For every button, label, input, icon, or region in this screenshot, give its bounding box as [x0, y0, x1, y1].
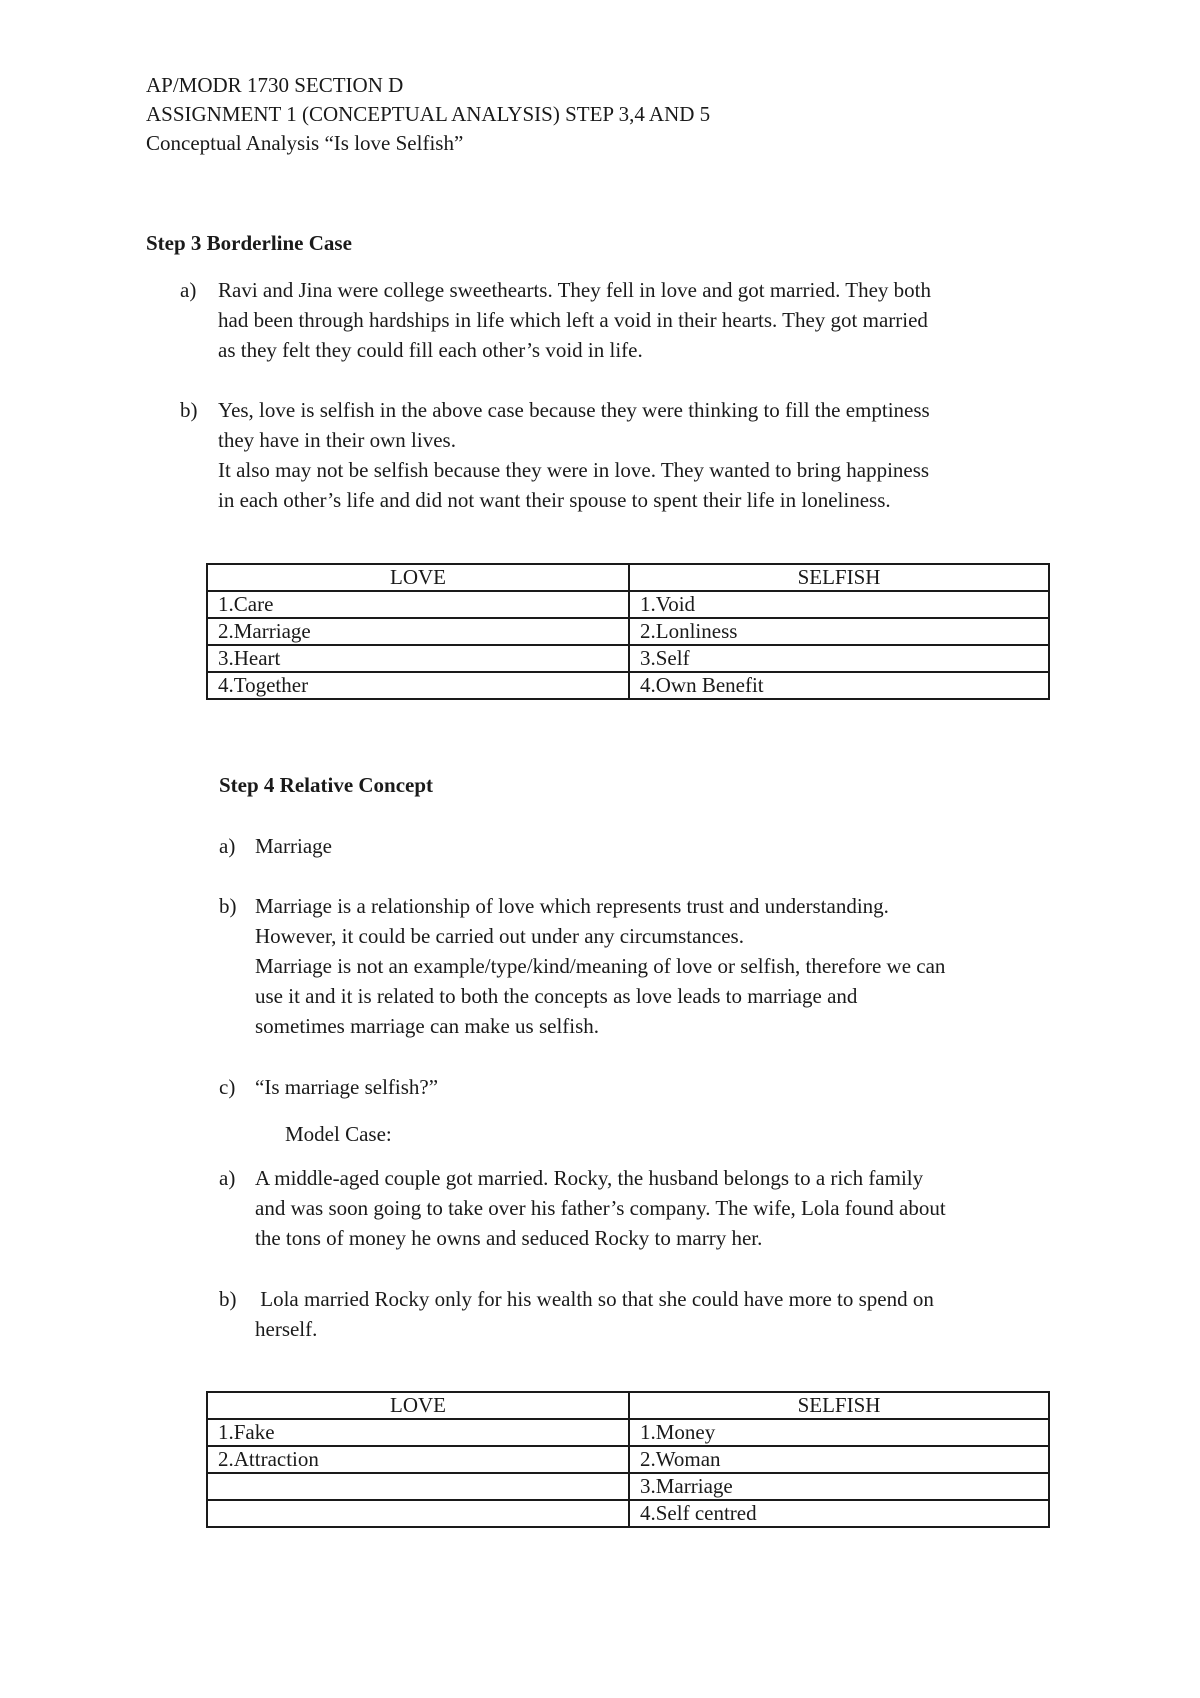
list-marker: b): [219, 1287, 237, 1311]
table-cell: 1.Care: [207, 591, 629, 618]
paragraph-line: they have in their own lives.: [218, 428, 456, 452]
paragraph-line: Ravi and Jina were college sweethearts. They fell in love and got married. They both: [218, 278, 931, 302]
paragraph-line: had been through hardships in life which left a void in their hearts. They got married: [218, 308, 928, 332]
paragraph-line: herself.: [255, 1317, 318, 1341]
table-cell: [207, 1500, 629, 1527]
table-row: [207, 591, 1049, 618]
topic-title: Conceptual Analysis “Is love Selfish”: [146, 131, 464, 155]
table-cell: 4.Own Benefit: [629, 672, 1049, 699]
paragraph-line: Marriage: [255, 834, 332, 858]
paragraph-line: Marriage is a relationship of love which represents trust and understanding.: [255, 894, 889, 918]
paragraph-line: A middle-aged couple got married. Rocky, the husband belongs to a rich family: [255, 1166, 924, 1190]
paragraph-line: It also may not be selfish because they were in love. They wanted to bring happiness: [218, 458, 930, 482]
table-row: [207, 1473, 1049, 1500]
table-row: [207, 1419, 1049, 1446]
model-case-label: Model Case:: [285, 1122, 392, 1146]
table-header-cell: LOVE: [207, 1392, 629, 1419]
paragraph-line: “Is marriage selfish?”: [255, 1075, 439, 1099]
table-cell: 3.Heart: [207, 645, 629, 672]
course-title: AP/MODR 1730 SECTION D: [146, 73, 404, 97]
table-header-row: [207, 564, 1049, 591]
paragraph-line: as they felt they could fill each other’s void in life.: [218, 338, 643, 362]
table-cell: 4.Together: [207, 672, 629, 699]
list-marker: c): [219, 1075, 236, 1099]
step3-heading: Step 3 Borderline Case: [146, 231, 352, 255]
table-row: [207, 1500, 1049, 1527]
table-row: [207, 618, 1049, 645]
list-marker: b): [180, 398, 198, 422]
table-cell: 4.Self centred: [629, 1500, 1049, 1527]
table-cell: 1.Money: [629, 1419, 1049, 1446]
table-header-row: [207, 1392, 1049, 1419]
table-row: [207, 645, 1049, 672]
table-cell: 3.Self: [629, 645, 1049, 672]
list-marker: b): [219, 894, 237, 918]
table-cell: 2.Attraction: [207, 1446, 629, 1473]
paragraph-line: the tons of money he owns and seduced Rocky to marry her.: [255, 1226, 763, 1250]
table-cell: 1.Void: [629, 591, 1049, 618]
table-cell: 2.Marriage: [207, 618, 629, 645]
assignment-title: ASSIGNMENT 1 (CONCEPTUAL ANALYSIS) STEP 3,4 AND 5: [146, 102, 711, 126]
paragraph-line: in each other’s life and did not want their spouse to spent their life in loneliness.: [218, 488, 891, 512]
paragraph-line: sometimes marriage can make us selfish.: [255, 1014, 600, 1038]
table-header-cell: LOVE: [207, 564, 629, 591]
table-row: [207, 1446, 1049, 1473]
paragraph-line: Marriage is not an example/type/kind/meaning of love or selfish, therefore we can: [255, 954, 946, 978]
step4-table: [206, 1391, 1050, 1528]
table-cell: 2.Lonliness: [629, 618, 1049, 645]
table-cell: 1.Fake: [207, 1419, 629, 1446]
table-header-cell: SELFISH: [629, 1392, 1049, 1419]
paragraph-line: Yes, love is selfish in the above case because they were thinking to fill the emptiness: [218, 398, 930, 422]
paragraph-line: Lola married Rocky only for his wealth so that she could have more to spend on: [255, 1287, 934, 1311]
table-header-cell: SELFISH: [629, 564, 1049, 591]
table-cell: 2.Woman: [629, 1446, 1049, 1473]
step4-heading: Step 4 Relative Concept: [219, 773, 434, 797]
paragraph-line: use it and it is related to both the concepts as love leads to marriage and: [255, 984, 858, 1008]
list-marker: a): [180, 278, 197, 302]
paragraph-line: and was soon going to take over his father’s company. The wife, Lola found about: [255, 1196, 946, 1220]
paragraph-line: However, it could be carried out under any circumstances.: [255, 924, 744, 948]
step3-table: [206, 563, 1050, 700]
table-row: [207, 672, 1049, 699]
list-marker: a): [219, 834, 236, 858]
table-cell: 3.Marriage: [629, 1473, 1049, 1500]
list-marker: a): [219, 1166, 236, 1190]
table-cell: [207, 1473, 629, 1500]
